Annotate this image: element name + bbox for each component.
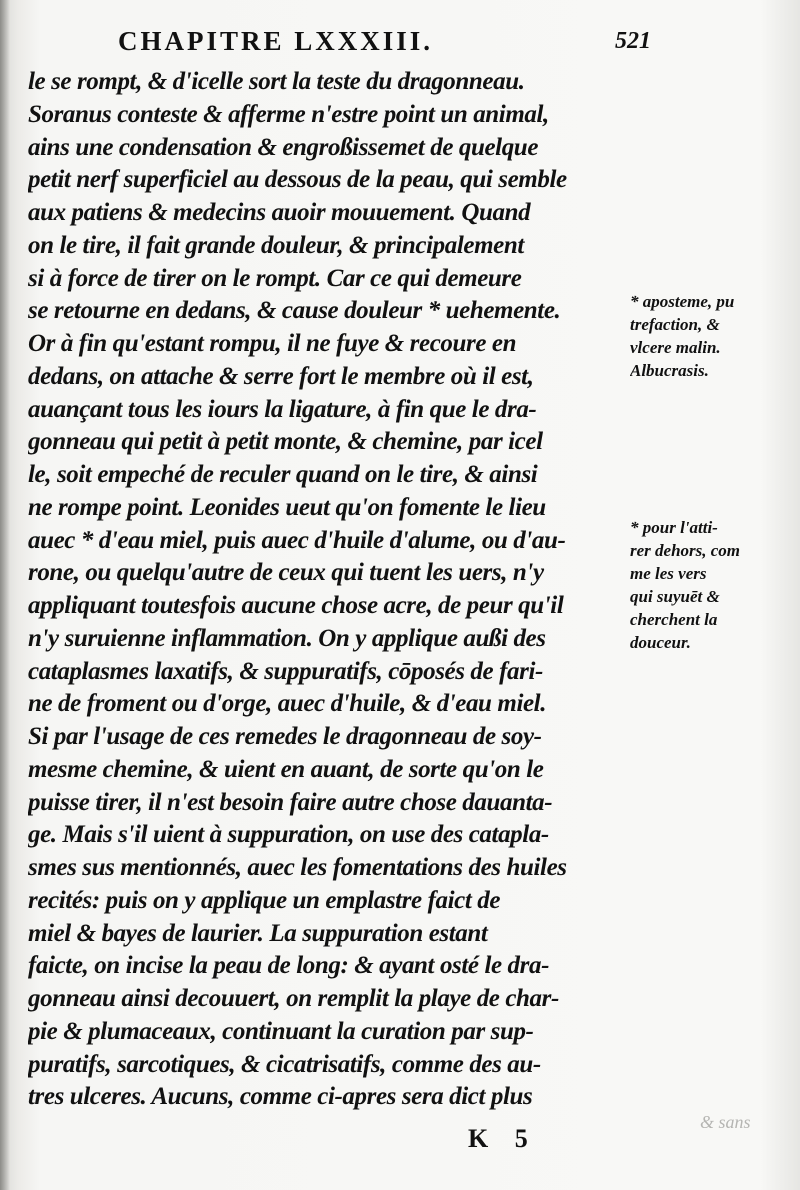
margin-note-line: rer dehors, com	[630, 541, 741, 560]
chapter-title: CHAPITRE LXXXIII.	[118, 26, 434, 56]
text-line: dedans, on attache & serre fort le membre où il est,	[28, 362, 534, 390]
text-line: pie & plumaceaux, continuant la curation par sup-	[28, 1017, 534, 1045]
text-line: puisse tirer, il n'est besoin faire autre chose dauanta-	[28, 788, 553, 816]
text-line: aux patiens & medecins auoir mouuement. Quand	[28, 199, 531, 226]
body-text	[28, 66, 623, 1114]
margin-note-line: Albucrasis.	[630, 361, 709, 380]
text-line: appliquant toutesfois aucune chose acre, de peur qu'il	[28, 592, 564, 619]
text-line: on le tire, il fait grande douleur, & principalement	[28, 231, 524, 259]
gutter-shadow	[0, 0, 10, 1190]
margin-note-line: douceur.	[630, 633, 691, 652]
text-line: rone, ou quelqu'autre de ceux qui tuent les uers, n'y	[28, 559, 544, 587]
margin-note-line: cherchent la	[630, 610, 718, 629]
text-line: le se rompt, & d'icelle sort la teste du dragonneau.	[28, 68, 525, 95]
text-line: ne de froment ou d'orge, auec d'huile, & d'eau miel.	[28, 690, 547, 718]
text-line: se retourne en dedans, & cause douleur * uehemente.	[28, 297, 561, 325]
text-line: gonneau ainsi decouuert, on remplit la playe de char-	[28, 985, 559, 1012]
margin-note-line: qui suyuēt &	[630, 587, 720, 606]
running-header	[0, 22, 800, 62]
margin-note-line: * pour l'atti-	[630, 518, 718, 537]
text-line: auec * d'eau miel, puis auec d'huile d'alume, ou d'au-	[28, 526, 566, 554]
margin-note-line: * aposteme, pu	[630, 292, 735, 311]
text-line: tres ulceres. Aucuns, comme ci-apres sera dict plus	[28, 1083, 533, 1111]
margin-note	[630, 290, 795, 382]
text-line: recités: puis on y applique un emplastre faict de	[28, 886, 501, 914]
text-line: le, soit empeché de reculer quand on le tire, & ainsi	[28, 461, 538, 488]
text-line: cataplasmes laxatifs, & suppuratifs, cōposés de fari-	[28, 657, 543, 685]
text-line: si à force de tirer on le rompt. Car ce qui demeure	[28, 264, 522, 292]
text-line: Or à fin qu'estant rompu, il ne fuye & recoure en	[28, 330, 517, 357]
text-line: ge. Mais s'il uient à suppuration, on use des catapla-	[28, 821, 549, 849]
text-line: faicte, on incise la peau de long: & ayant osté le dra-	[28, 952, 550, 980]
text-line: puratifs, sarcotiques, & cicatrisatifs, comme des au-	[28, 1050, 541, 1078]
text-line: mesme chemine, & uient en auant, de sorte qu'on le	[28, 755, 544, 783]
text-line: ains une condensation & engroßissemet de quelque	[28, 133, 539, 161]
bleed-through-text: & sans	[700, 1112, 751, 1132]
text-line: Soranus conteste & afferme n'estre point un animal,	[28, 100, 549, 128]
text-line: auançant tous les iours la ligature, à fin que le dra-	[28, 395, 537, 423]
text-line: smes sus mentionnés, auec les fomentations des huiles	[28, 854, 567, 881]
margin-note-line: trefaction, &	[630, 315, 720, 334]
text-line: n'y suruienne inflammation. On y applique außi des	[28, 624, 546, 652]
margin-note-line: me les vers	[630, 564, 707, 583]
margin-note	[630, 516, 795, 654]
text-line: miel & bayes de laurier. La suppuration estant	[28, 919, 488, 947]
margin-note-line: vlcere malin.	[630, 338, 721, 357]
page-number: 521	[615, 28, 651, 54]
text-line: gonneau qui petit à petit monte, & chemine, par icel	[28, 428, 543, 456]
signature-mark: K 5	[468, 1124, 538, 1153]
text-line: ne rompe point. Leonides ueut qu'on fomente le lieu	[28, 493, 546, 521]
text-line: petit nerf superficiel au dessous de la peau, qui semble	[28, 166, 567, 194]
text-line: Si par l'usage de ces remedes le dragonneau de soy-	[28, 723, 542, 750]
